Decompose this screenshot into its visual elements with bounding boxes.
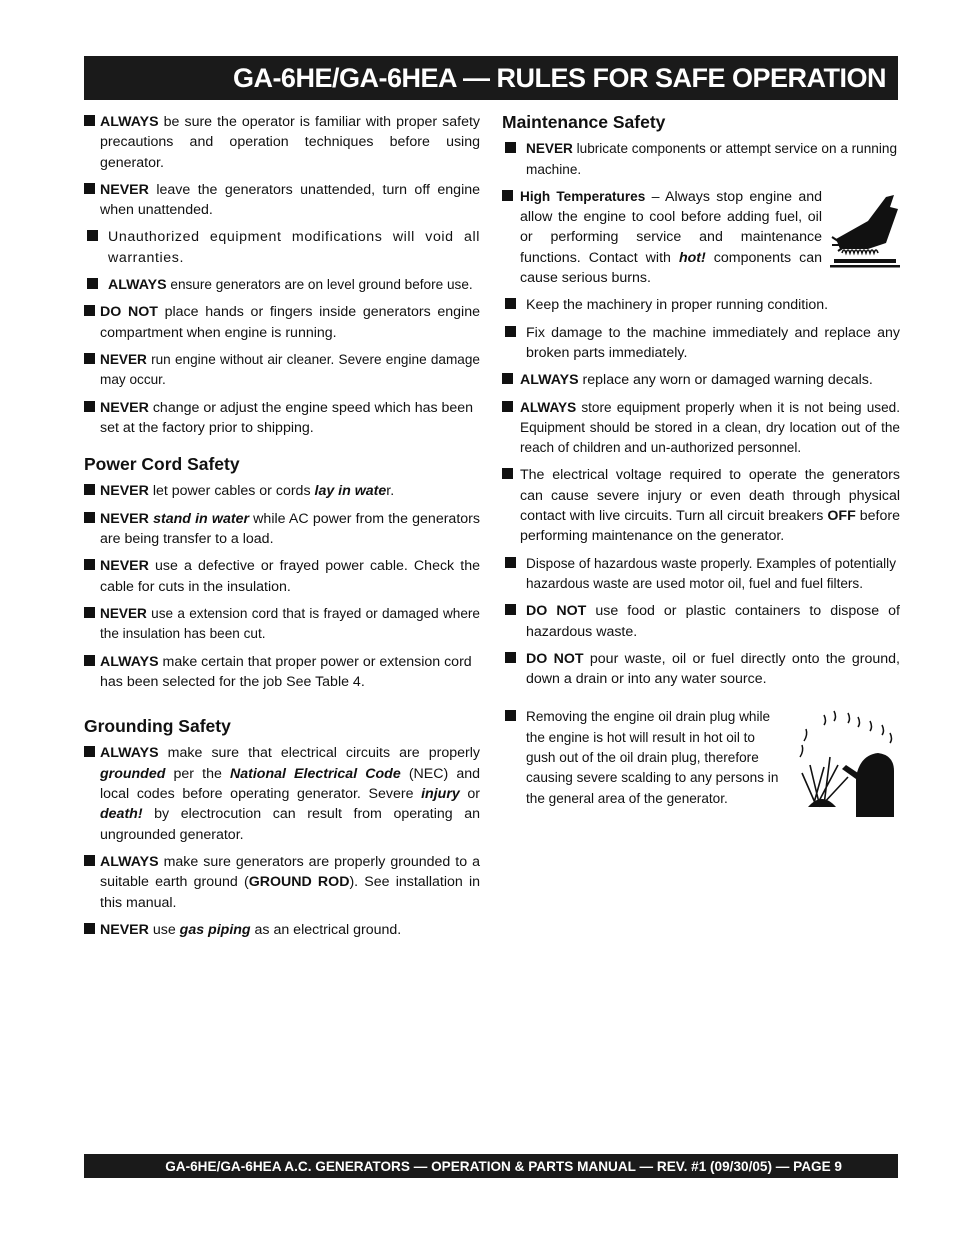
rule-item: Keep the machinery in proper running condition. [502,295,900,315]
rule-item: NEVER use gas piping as an electrical ground. [84,920,480,940]
rule-item: ALWAYS be sure the operator is familiar with proper safety precautions and operation techniques before using generator. [84,112,480,173]
rule-item: Fix damage to the machine immediately and replace any broken parts immediately. [502,323,900,364]
rule-item: NEVER lubricate components or attempt service on a running machine. [502,139,900,180]
page-footer: GA-6HE/GA-6HEA A.C. GENERATORS — OPERATION & PARTS MANUAL — REV. #1 (09/30/05) — PAGE 9 [84,1154,898,1178]
rule-item: NEVER let power cables or cords lay in water. [84,481,480,501]
hot-surface-hand-icon [828,187,900,281]
rule-item: NEVER use a extension cord that is frayed or damaged where the insulation has been cut. [84,604,480,645]
rule-item: NEVER use a defective or frayed power cable. Check the cable for cuts in the insulation. [84,556,480,597]
rule-item: NEVER leave the generators unattended, turn off engine when unattended. [84,180,480,221]
right-column [502,112,900,833]
rule-item: Dispose of hazardous waste properly. Examples of potentially hazardous waste are used motor oil, fuel and fuel filters. [502,554,900,595]
section-heading-power-cord: Power Cord Safety [84,454,240,475]
rule-item: NEVER change or adjust the engine speed which has been set at the factory prior to shipping. [84,398,480,439]
rule-item: DO NOT place hands or fingers inside generators engine compartment when engine is running. [84,302,480,343]
rule-item: ALWAYS make sure generators are properly grounded to a suitable earth ground (GROUND ROD). See installation in this manual. [84,852,480,913]
rule-item: ALWAYS make sure that electrical circuits are properly grounded per the National Electrical Code (NEC) and local codes before operating generator. Severe injury or death! by electrocution can result from operating an ungrounded generator. [84,743,480,844]
rule-item: NEVER stand in water while AC power from the generators are being transfer to a load. [84,509,480,550]
rule-item: Unauthorized equipment modifications will void all warranties. [84,227,480,268]
rule-item: NEVER run engine without air cleaner. Severe engine damage may occur. [84,350,480,391]
rule-item: DO NOT pour waste, oil or fuel directly onto the ground, down a drain or into any water source. [502,649,900,690]
rule-item: DO NOT use food or plastic containers to dispose of hazardous waste. [502,601,900,642]
rule-item: Removing the engine oil drain plug while the engine is hot will result in hot oil to gush out of the oil drain plug, therefore causing severe scalding to any persons in the general area of the generator. [502,707,900,825]
rule-item: ALWAYS store equipment properly when it is not being used. Equipment should be stored in a clean, dry location out of the reach of children and un-authorized personnel. [502,398,900,459]
left-column [84,112,480,947]
section-heading-maintenance: Maintenance Safety [502,112,666,132]
rule-item: High Temperatures – Always stop engine and allow the engine to cool before adding fuel, oil or performing service and maintenance functions. Contact with hot! components can cause serious burns. [502,187,900,288]
rule-item: ALWAYS make certain that proper power or extension cord has been selected for the job See Table 4. [84,652,480,693]
rule-item: The electrical voltage required to operate the generators can cause severe injury or even death through physical contact with live circuits. Turn all circuit breakers OFF before performing maintenance on the generator. [502,465,900,546]
section-heading-grounding: Grounding Safety [84,716,231,737]
rule-item: ALWAYS ensure generators are on level ground before use. [84,275,480,295]
page-title: GA-6HE/GA-6HEA — RULES FOR SAFE OPERATION [84,56,898,100]
hot-oil-spray-icon [794,707,900,825]
rule-item: ALWAYS replace any worn or damaged warning decals. [502,370,900,390]
